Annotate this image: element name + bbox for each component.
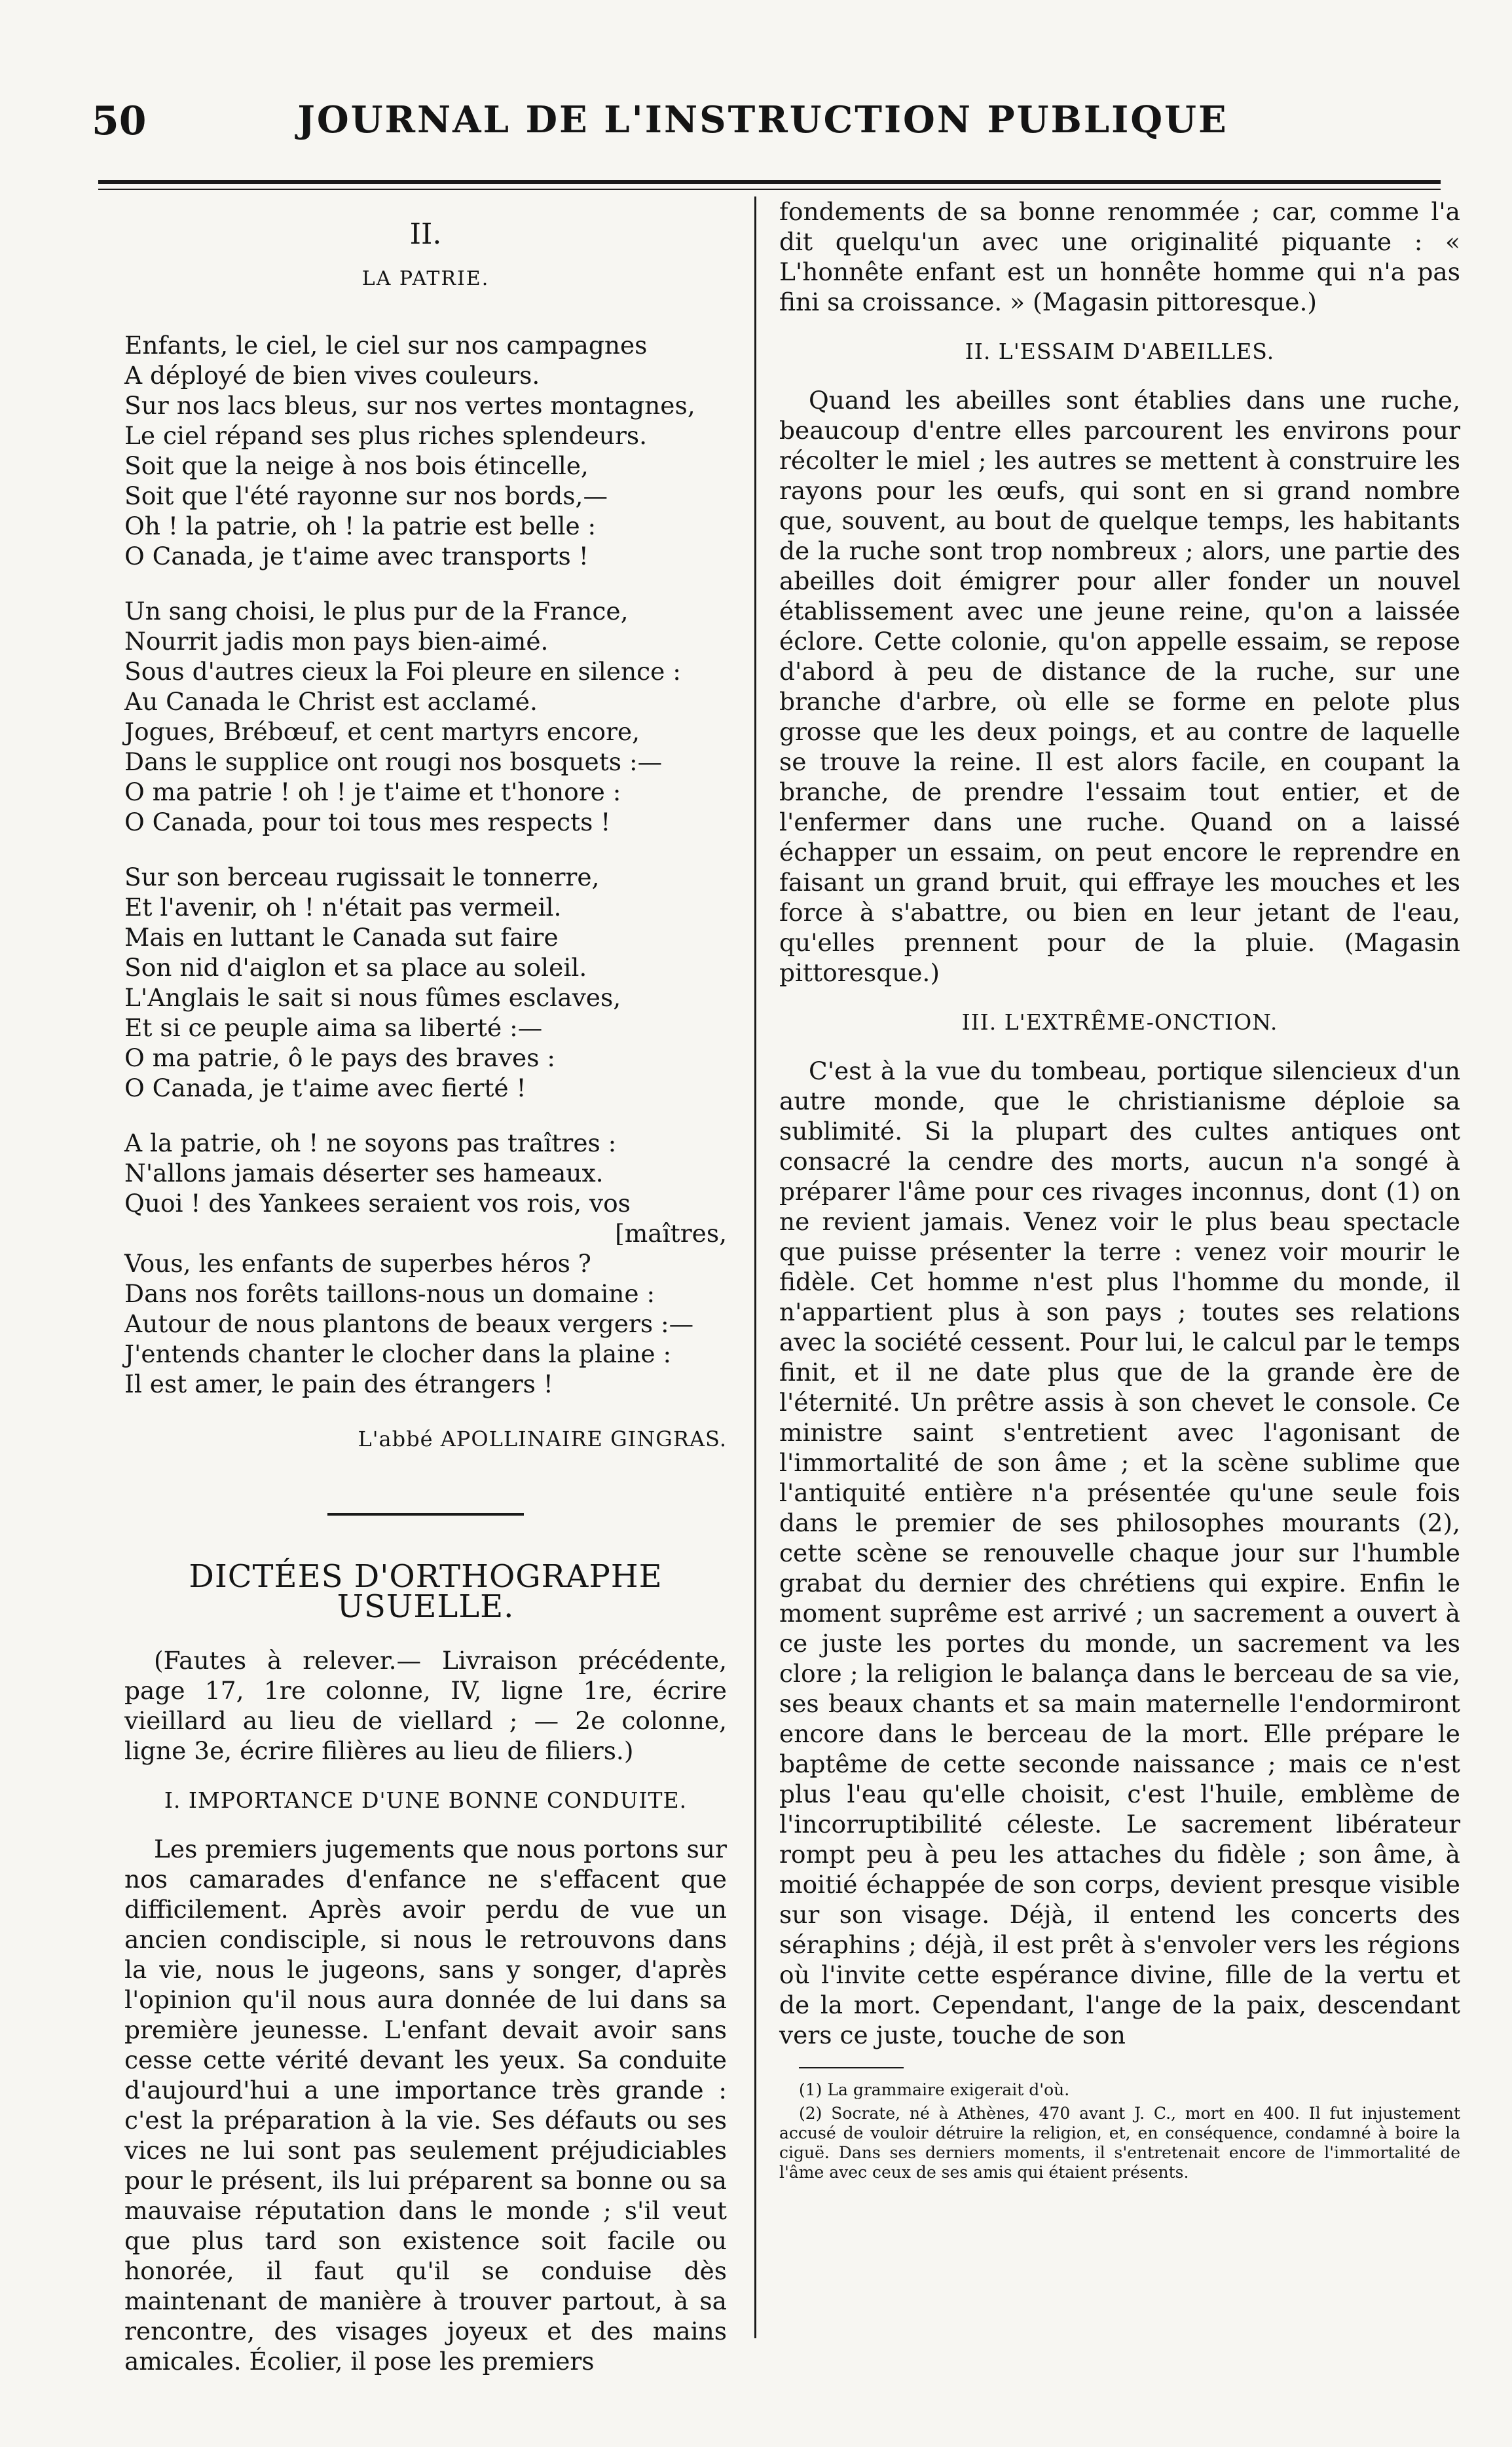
poem-stanza [124, 596, 727, 837]
poem-line: Son nid d'aiglon et sa place au soleil. [124, 953, 587, 982]
poem-line: O ma patrie ! oh ! je t'aime et t'honore : [124, 777, 621, 806]
poem-line: Vous, les enfants de superbes héros ? [124, 1249, 591, 1278]
poem-line: Au Canada le Christ est acclamé. [124, 687, 538, 716]
poem-title: LA PATRIE. [361, 267, 490, 290]
poem-line: O Canada, pour toi tous mes respects ! [124, 808, 611, 836]
poem-line: Le ciel répand ses plus riches splendeurs. [124, 421, 648, 450]
poem-line: Et si ce peuple aima sa liberté :— [124, 1013, 543, 1042]
poem-line: Dans le supplice ont rougi nos bosquets :— [124, 747, 663, 776]
poem-line: Autour de nous plantons de beaux vergers :— [124, 1309, 694, 1338]
continuation-text: fondements de sa bonne renommée ; car, comme l'a dit quelqu'un avec une originalité piquante : « L'honnête enfant est un honnête homme qui n'a pas fini sa croissance. » (Magasin pittoresque.) [779, 197, 1460, 316]
poem-line: N'allons jamais déserter ses hameaux. [124, 1159, 604, 1187]
page-header [92, 98, 1434, 151]
poem-line: Jogues, Brébœuf, et cent martyrs encore, [124, 717, 640, 746]
poem-signature: L'abbé APOLLINAIRE GINGRAS. [358, 1427, 727, 1451]
poem-line: O Canada, je t'aime avec fierté ! [124, 1074, 526, 1102]
errata-note: (Fautes à relever.— Livraison précédente, page 17, 1re colonne, IV, ligne 1re, écrire vieillard au lieu de viellard ; — 2e colonne, ligne 3e, écrire filières au lieu de filiers.) [124, 1646, 727, 1765]
page-number: 50 [92, 98, 147, 144]
poem-line: Soit que la neige à nos bois étincelle, [124, 451, 589, 480]
section-separator [327, 1513, 524, 1516]
poem-line: O Canada, je t'aime avec transports ! [124, 542, 589, 570]
poem-line-continuation: [maîtres, [615, 1219, 727, 1248]
poem-line: Sous d'autres cieux la Foi pleure en silence : [124, 657, 681, 686]
poem-stanza [124, 862, 727, 1103]
footnote: (1) La grammaire exigerait d'où. [799, 2080, 1070, 2099]
poem-line: Enfants, le ciel, le ciel sur nos campagnes [124, 331, 648, 360]
footnotes [779, 2080, 1460, 2182]
section-title: III. L'EXTRÊME-ONCTION. [961, 1009, 1278, 1035]
poem-line: Sur nos lacs bleus, sur nos vertes montagnes, [124, 391, 695, 420]
footnote: (2) Socrate, né à Athènes, 470 avant J. C., mort en 400. Il fut injustement accusé de vouloir détruire la religion, et, en conséquence, condamné à boire la ciguë. Dans ses derniers moments, il s'entretenait encore de l'immortalité de l'âme avec ceux de ses amis qui étaient présents. [779, 2104, 1460, 2182]
poem-line: Et l'avenir, oh ! n'était pas vermeil. [124, 893, 562, 922]
poem-line: Un sang choisi, le plus pur de la France, [124, 597, 629, 626]
poem-stanza [124, 330, 727, 571]
poem-line: Sur son berceau rugissait le tonnerre, [124, 863, 600, 891]
section-text: C'est à la vue du tombeau, portique silencieux d'un autre monde, que le christianisme déploie sa sublimité. Si la plupart des cultes antiques ont consacré la cendre des morts, aucun n'a songé à préparer l'âme pour ces rivages inconnus, dont (1) on ne revient jamais. Venez voir le plus beau spectacle que puisse présenter la terre : venez voir mourir le fidèle. Cet homme n'est plus l'homme du monde, il n'appartient plus à son pays ; toutes ses relations avec la société cessent. Pour lui, le calcul par le temps finit, et il ne date plus que de la grande ère de l'éternité. Un prêtre assis à son chevet le console. Ce ministre saint s'entretient avec l'agonisant de l'immortalité de son âme ; et la scène sublime que l'antiquité entière n'a présentée qu'une seule fois dans le premier de ses philosophes mourants (2), cette scène se renouvelle chaque jour sur l'humble grabat du dernier des chrétiens qui expire. Enfin le moment suprême est arrivé ; un sacrement a ouvert à ce juste les portes du monde, un sacrement va les clore ; la religion le balança dans le berceau de sa vie, ses beaux chants et sa main maternelle l'endormiront encore dans le berceau de la mort. Elle prépare le baptême de cette seconde naissance ; mais ce n'est plus l'eau qu'elle choisit, c'est l'huile, emblème de l'incorruptibilité céleste. Le sacrement libérateur rompt peu à peu les attaches du fidèle ; son âme, à moitié échappée de son corps, devient presque visible sur son visage. Déjà, il entend les concerts des séraphins ; déjà, il est prêt à s'envoler vers les régions où l'invite cette espérance divine, fille de la vertu et de la mort. Cependant, l'ange de la paix, descendant vers ce juste, touche de son [779, 1056, 1460, 2049]
poem-line: Nourrit jadis mon pays bien-aimé. [124, 627, 549, 656]
poem-line: Oh ! la patrie, oh ! la patrie est belle : [124, 512, 597, 540]
poem-line: Dans nos forêts taillons-nous un domaine : [124, 1279, 655, 1308]
poem-line: Quoi ! des Yankees seraient vos rois, vos [124, 1189, 631, 1218]
poem-line: O ma patrie, ô le pays des braves : [124, 1043, 556, 1072]
poem-numeral: II. [409, 217, 442, 251]
column-divider [754, 196, 756, 2338]
footnote-rule [799, 2067, 904, 2068]
poem-line: J'entends chanter le clocher dans la plaine : [124, 1339, 672, 1368]
left-column [124, 219, 727, 2376]
poem-stanza [124, 1128, 727, 1399]
poem-line: L'Anglais le sait si nous fûmes esclaves, [124, 983, 621, 1012]
poem-line: Il est amer, le pain des étrangers ! [124, 1370, 553, 1398]
running-title: JOURNAL DE L'INSTRUCTION PUBLIQUE [297, 98, 1228, 141]
section-text: Les premiers jugements que nous portons sur nos camarades d'enfance ne s'effacent que difficilement. Après avoir perdu de vue un ancien condisciple, si nous le retrouvons dans la vie, nous le jugeons, sans y songer, d'après l'opinion qu'il nous aura donnée de lui dans sa première jeunesse. L'enfant devait avoir sans cesse cette vérité devant les yeux. Sa conduite d'aujourd'hui a une importance très grande : c'est la préparation à la vie. Ses défauts ou ses vices ne lui sont pas seulement préjudiciables pour le présent, ils lui préparent sa bonne ou sa mauvaise réputation dans le monde ; s'il veut que plus tard son existence soit facile ou honorée, il faut qu'il se conduise dès maintenant de manière à trouver partout, à sa rencontre, des visages joyeux et des mains amicales. Écolier, il pose les premiers [124, 1835, 727, 2376]
poem-line: A la patrie, oh ! ne soyons pas traîtres : [124, 1129, 617, 1157]
header-rule-thin [98, 189, 1441, 190]
section-text: Quand les abeilles sont établies dans une ruche, beaucoup d'entre elles parcourent les environs pour récolter le miel ; les autres se mettent à construire les rayons pour les œufs, qui sont en si grand nombre que, souvent, au bout de quelque temps, les habitants de la ruche sont trop nombreux ; alors, une partie des abeilles doit émigrer pour aller fonder un nouvel établissement avec une jeune reine, qu'on a laissée éclore. Cette colonie, qu'on appelle essaim, se repose d'abord à peu de distance de la ruche, sur une branche d'arbre, où elle se forme en pelote plus grosse que les deux poings, et au contre de laquelle se trouve la reine. Il est alors facile, en coupant la branche, de prendre l'essaim tout entier, et de l'enfermer dans une ruche. Quand on a laissé échapper un essaim, on peut encore le reprendre en faisant un grand bruit, qui effraye les mouches et les force à s'abattre, ou bien en leur jetant de l'eau, qu'elles prennent pour de la pluie. (Magasin pittoresque.) [779, 386, 1460, 987]
right-column [779, 196, 1460, 2186]
section-title: II. L'ESSAIM D'ABEILLES. [965, 339, 1275, 364]
poem-line: Mais en luttant le Canada sut faire [124, 923, 559, 952]
dictees-heading: DICTÉES D'ORTHOGRAPHE USUELLE. [189, 1558, 663, 1625]
poem-line: A déployé de bien vives couleurs. [124, 361, 540, 390]
section-title: I. IMPORTANCE D'UNE BONNE CONDUITE. [164, 1787, 688, 1813]
poem-line: Soit que l'été rayonne sur nos bords,— [124, 481, 608, 510]
header-rule-thick [98, 180, 1441, 184]
